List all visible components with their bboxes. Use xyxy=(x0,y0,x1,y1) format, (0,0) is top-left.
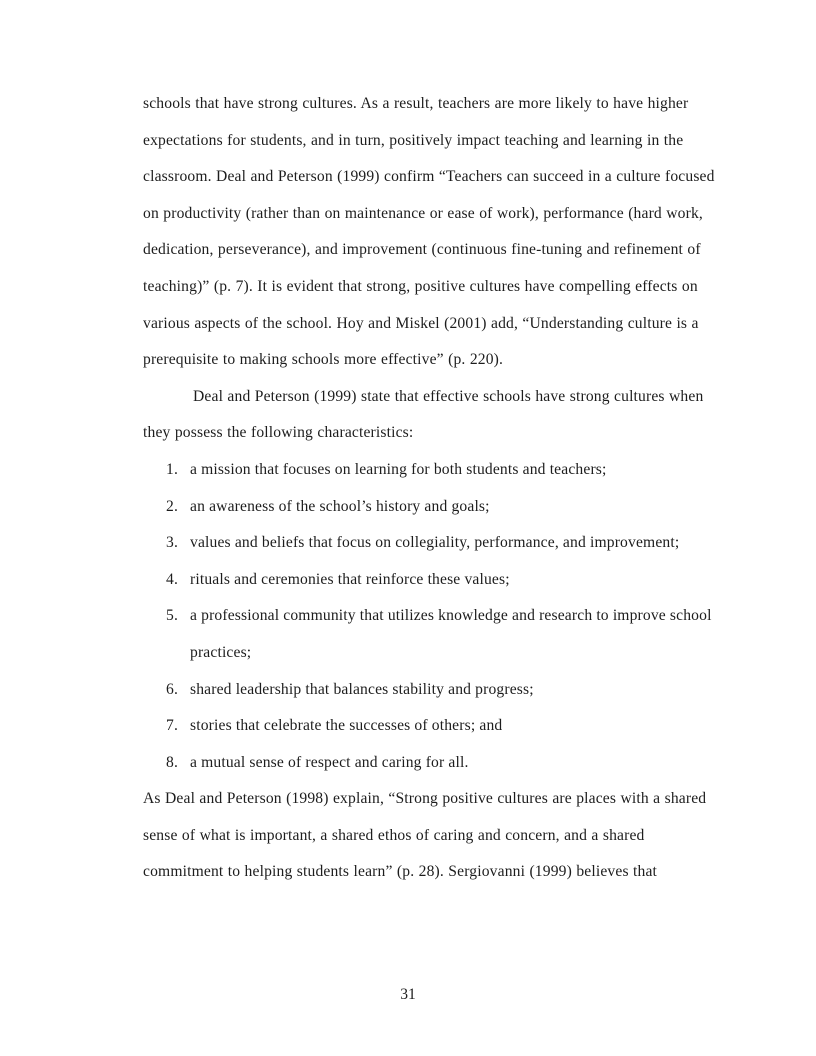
body-paragraph-2: Deal and Peterson (1999) state that effective schools have strong cultures when they possess the following characteristics: xyxy=(143,387,704,442)
list-item-text: a professional community that utilizes knowledge and research to improve school practices; xyxy=(190,607,712,661)
list-item-number: 1. xyxy=(166,460,179,478)
list-item-number: 5. xyxy=(166,607,179,625)
list-item xyxy=(143,562,717,599)
list-item-number: 4. xyxy=(166,570,179,588)
list-item xyxy=(143,489,717,526)
list-item-text: rituals and ceremonies that reinforce these values; xyxy=(190,570,510,588)
list-item xyxy=(143,745,717,782)
list-item-text: a mutual sense of respect and caring for all. xyxy=(190,753,469,771)
list-item xyxy=(143,708,717,745)
page-number: 31 xyxy=(400,986,416,1003)
list-item xyxy=(143,672,717,709)
list-item xyxy=(143,525,717,562)
list-item-text: shared leadership that balances stability and progress; xyxy=(190,680,534,698)
page-content xyxy=(143,86,717,891)
list-item-text: a mission that focuses on learning for both students and teachers; xyxy=(190,460,607,478)
list-item xyxy=(143,598,717,671)
list-item-text: an awareness of the school’s history and goals; xyxy=(190,497,490,515)
list-item-number: 7. xyxy=(166,717,179,735)
list-item-text: stories that celebrate the successes of others; and xyxy=(190,717,503,735)
characteristics-list xyxy=(143,452,717,781)
body-paragraph-1: schools that have strong cultures. As a result, teachers are more likely to have higher expectations for students, and in turn, positively impact teaching and learning in the classroom. Deal and Peterson (1999) confirm “Teachers can succeed in a culture focused on productivity (rather than on maintenance or ease of work), performance (hard work, dedication, perseverance), and improvement (continuous fine-tuning and refinement of teaching)” (p. 7). It is evident that strong, positive cultures have compelling effects on various aspects of the school. Hoy and Miskel (2001) add, “Understanding culture is a prerequisite to making schools more effective” (p. 220). xyxy=(143,95,715,369)
list-item-text: values and beliefs that focus on collegiality, performance, and improvement; xyxy=(190,534,680,552)
list-item-number: 2. xyxy=(166,497,179,515)
body-paragraph-3: As Deal and Peterson (1998) explain, “Strong positive cultures are places with a shared sense of what is important, a shared ethos of caring and concern, and a shared commitment to helping students learn” (p. 28). Sergiovanni (1999) believes that xyxy=(143,790,707,881)
list-item xyxy=(143,452,717,489)
list-item-number: 8. xyxy=(166,753,179,771)
list-item-number: 3. xyxy=(166,534,179,552)
list-item-number: 6. xyxy=(166,680,179,698)
